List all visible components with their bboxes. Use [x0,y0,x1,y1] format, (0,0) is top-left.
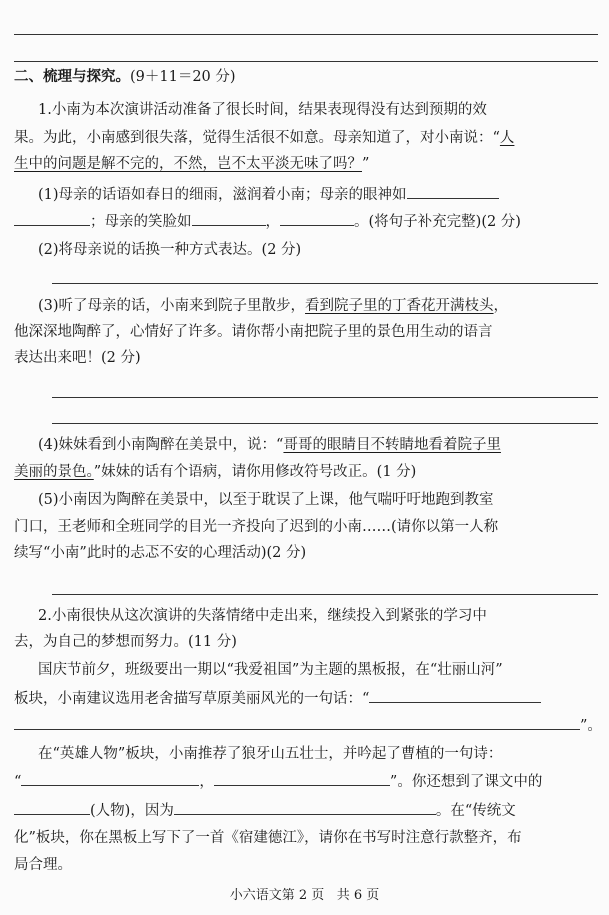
q1-sub1-text: ， [265,214,280,230]
q1-sub1-text: ；母亲的笑脸如 [90,214,192,230]
q1-sub1-line1 [38,184,499,205]
q1-intro-line [14,128,514,148]
q2-para2-line4: 化”板块，你在黑板上写下了一首《宿建德江》，请你在书写时注意行款整齐，布 [14,830,522,846]
q1-sub5-line2: 门口，王老师和全班同学的目光一齐投向了迟到的小南……(请你以第一人称 [14,519,499,535]
q1-quote-underlined: 生中的问题是解不完的，不然，岂不太平淡无味了吗？ [14,156,362,172]
q2-para1-text: 板块，小南建议选用老舍描写草原美丽风光的一句话：“ [14,691,370,707]
q2-para1-line3 [14,715,602,736]
fill-blank[interactable] [407,184,499,199]
q1-intro-line: 1.小南为本次演讲活动准备了很长时间，结果表现得没有达到预期的效 [38,102,487,118]
q1-sub4-underlined: 美丽的景色。 [14,464,94,480]
fill-blank[interactable] [14,211,90,226]
q2-para2-line1: 在“英雄人物”板块，小南推荐了狼牙山五壮士，并吟起了曹植的一句诗： [38,746,503,762]
section-title: 二、梳理与探究。 [14,68,130,85]
q2-para1-text: ”。 [580,718,602,734]
fill-blank[interactable] [369,688,541,703]
q1-quote-underlined: 人 [499,130,515,146]
q1-sub1-text: (1)母亲的话语如春日的细雨，滋润着小南；母亲的眼神如 [38,187,407,203]
q1-sub1-text: 。(将句子补充完整)(2 分) [354,214,521,230]
q1-sub4-line2 [14,462,416,482]
answer-line[interactable] [14,61,598,62]
page-number: 小六语文第 2 页 [229,888,325,903]
q1-sub3-line2: 他深深地陶醉了，心情好了许多。请你帮小南把院子里的景色用生动的语言 [14,324,493,340]
q1-sub3-text: (3)听了母亲的话，小南来到院子里散步， [38,298,306,314]
answer-line[interactable] [52,397,598,398]
q1-sub5-line3: 续写“小南”此时的忐忑不安的心理活动)(2 分) [14,545,307,561]
q1-sub3-text: ， [493,298,509,314]
q1-sub5-line1: (5)小南因为陶醉在美景中，以至于耽误了上课，他气喘吁吁地跑到教室 [38,492,494,508]
fill-blank[interactable] [174,800,436,815]
fill-blank[interactable] [14,715,580,730]
q1-sub2: (2)将母亲说的话换一种方式表达。(2 分) [38,242,302,258]
q1-sub3-underlined: 看到院子里的丁香花开满枝头 [305,298,494,314]
page-total: 共 6 页 [336,888,380,903]
q1-intro-text: 果。为此，小南感到很失落，觉得生活很不如意。母亲知道了，对小南说：“ [14,130,500,146]
fill-blank[interactable] [14,800,90,815]
q2-para2-text: “ [14,774,22,790]
q1-sub4-text: (4)妹妹看到小南陶醉在美景中，说：“ [38,437,284,453]
answer-line[interactable] [52,423,598,424]
page-footer [0,884,609,903]
q1-sub4-text: ”妹妹的话有个语病，请你用修改符号改正。(1 分) [93,464,417,480]
q1-sub3-line1 [38,296,508,316]
q2-para2-line2 [14,771,542,792]
fill-blank[interactable] [280,211,354,226]
q1-quote-close: ” [362,156,370,172]
q2-para2-text: 。在“传统文 [435,803,516,819]
fill-blank[interactable] [192,211,266,226]
q2-para2-text: ， [199,774,214,790]
q2-para1-line1: 国庆节前夕，班级要出一期以“我爱祖国”为主题的黑板报，在“壮丽山河” [38,662,503,678]
q2-para2-text: ”。你还想到了课文中的 [389,774,543,790]
section-heading [14,67,236,87]
section-score: (9＋11＝20 分) [130,69,236,85]
q2-intro-line: 去，为自己的梦想而努力。(11 分) [14,634,237,650]
q1-sub4-underlined: 哥哥的眼睛目不转睛地看着院子里 [283,437,501,453]
fill-blank[interactable] [21,771,199,786]
answer-line[interactable] [52,283,598,284]
q2-para1-line2 [14,688,541,709]
q2-para2-line3 [14,800,516,821]
q1-sub4-line1 [38,435,501,455]
q2-para2-line5: 局合理。 [14,857,72,873]
q1-sub3-line3: 表达出来吧！(2 分) [14,350,141,366]
q1-intro-line [14,154,369,174]
answer-line[interactable] [14,34,598,35]
q2-intro-line: 2.小南很快从这次演讲的失落情绪中走出来，继续投入到紧张的学习中 [38,608,487,624]
q1-sub1-line2 [14,211,521,232]
q2-para2-text: (人物)，因为 [90,803,174,819]
fill-blank[interactable] [214,771,390,786]
answer-line[interactable] [52,594,598,595]
